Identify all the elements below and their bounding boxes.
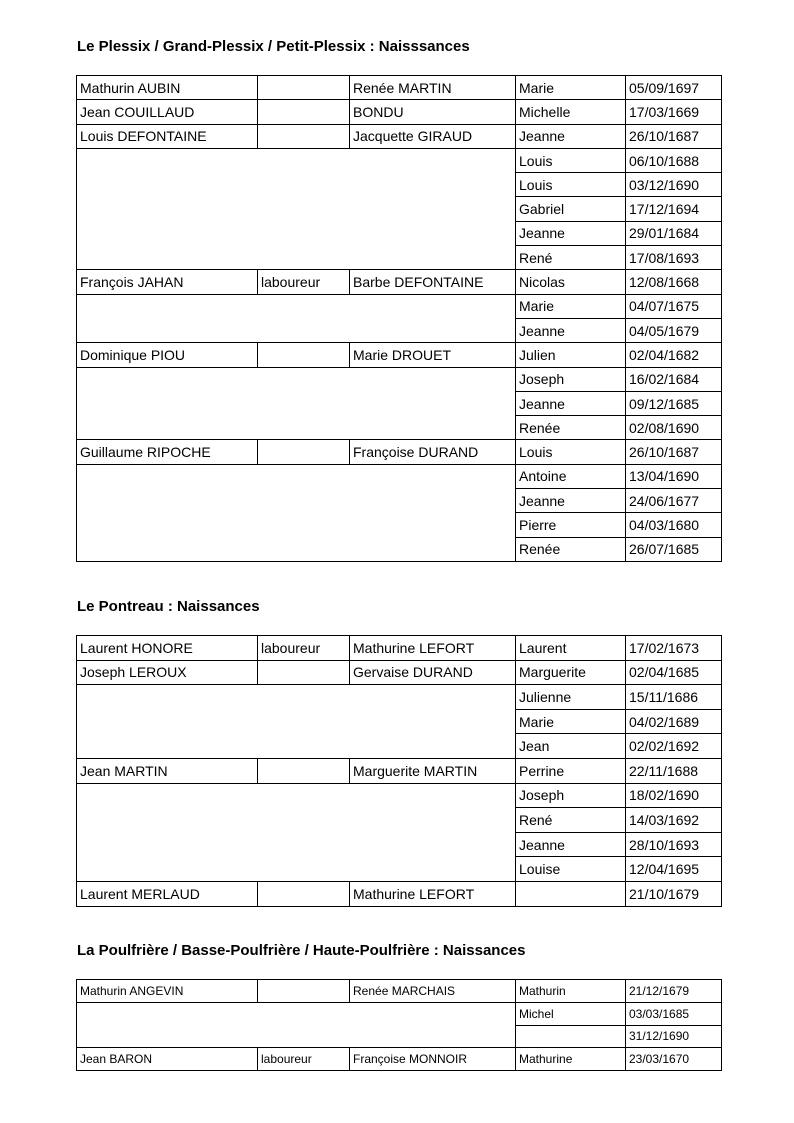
father-cell: Mathurin AUBIN	[77, 76, 258, 100]
date-cell: 04/05/1679	[626, 318, 722, 342]
child-cell: Mathurin	[516, 980, 626, 1003]
date-cell: 26/10/1687	[626, 440, 722, 464]
child-cell: Jeanne	[516, 489, 626, 513]
date-cell: 17/12/1694	[626, 197, 722, 221]
child-cell: Mathurine	[516, 1048, 626, 1071]
child-cell: Perrine	[516, 758, 626, 783]
child-cell: Michel	[516, 1002, 626, 1025]
occupation-cell	[258, 980, 350, 1003]
date-cell: 16/02/1684	[626, 367, 722, 391]
section-title-pontreau: Le Pontreau : Naissances	[77, 598, 260, 615]
date-cell: 18/02/1690	[626, 783, 722, 808]
father-cell: Laurent HONORE	[77, 636, 258, 661]
family-row	[77, 343, 722, 367]
blank-parents-cell	[77, 148, 516, 269]
child-cell: Jeanne	[516, 221, 626, 245]
child-row	[77, 1002, 722, 1025]
mother-cell: Françoise MONNOIR	[350, 1048, 516, 1071]
family-row	[77, 660, 722, 685]
mother-cell: Françoise DURAND	[350, 440, 516, 464]
child-cell: Louise	[516, 857, 626, 882]
father-cell: Joseph LEROUX	[77, 660, 258, 685]
family-row	[77, 124, 722, 148]
mother-cell: Marie DROUET	[350, 343, 516, 367]
occupation-cell: laboureur	[258, 270, 350, 294]
blank-parents-cell	[77, 1002, 516, 1048]
father-cell: Louis DEFONTAINE	[77, 124, 258, 148]
child-cell: Julien	[516, 343, 626, 367]
date-cell: 24/06/1677	[626, 489, 722, 513]
blank-parents-cell	[77, 783, 516, 881]
occupation-cell	[258, 124, 350, 148]
family-row	[77, 76, 722, 100]
date-cell: 15/11/1686	[626, 685, 722, 710]
child-cell: Julienne	[516, 685, 626, 710]
date-cell: 09/12/1685	[626, 391, 722, 415]
occupation-cell	[258, 660, 350, 685]
child-cell: Jeanne	[516, 832, 626, 857]
child-cell: Joseph	[516, 367, 626, 391]
child-cell: René	[516, 246, 626, 270]
child-cell: Louis	[516, 173, 626, 197]
date-cell: 05/09/1697	[626, 76, 722, 100]
date-cell: 12/08/1668	[626, 270, 722, 294]
child-cell: Jeanne	[516, 124, 626, 148]
mother-cell: Barbe DEFONTAINE	[350, 270, 516, 294]
date-cell: 02/04/1685	[626, 660, 722, 685]
child-cell: Marie	[516, 709, 626, 734]
child-cell: Nicolas	[516, 270, 626, 294]
child-cell: Michelle	[516, 100, 626, 124]
family-row	[77, 758, 722, 783]
section-title-poulfriere: La Poulfrière / Basse-Poulfrière / Haute-Poulfrière : Naissances	[77, 942, 526, 959]
father-cell: Laurent MERLAUD	[77, 881, 258, 906]
family-row	[77, 100, 722, 124]
occupation-cell	[258, 881, 350, 906]
child-cell: Gabriel	[516, 197, 626, 221]
child-row	[77, 367, 722, 391]
occupation-cell	[258, 76, 350, 100]
child-cell: Marie	[516, 294, 626, 318]
date-cell: 02/02/1692	[626, 734, 722, 759]
father-cell: Jean BARON	[77, 1048, 258, 1071]
father-cell: Jean MARTIN	[77, 758, 258, 783]
father-cell: Guillaume RIPOCHE	[77, 440, 258, 464]
date-cell: 04/07/1675	[626, 294, 722, 318]
child-cell: Jeanne	[516, 391, 626, 415]
date-cell: 13/04/1690	[626, 464, 722, 488]
occupation-cell	[258, 440, 350, 464]
date-cell: 29/01/1684	[626, 221, 722, 245]
occupation-cell: laboureur	[258, 636, 350, 661]
child-cell: Jeanne	[516, 318, 626, 342]
child-cell: Jean	[516, 734, 626, 759]
date-cell: 17/03/1669	[626, 100, 722, 124]
family-row	[77, 980, 722, 1003]
date-cell: 26/07/1685	[626, 537, 722, 561]
child-cell: Laurent	[516, 636, 626, 661]
date-cell: 02/08/1690	[626, 416, 722, 440]
date-cell: 31/12/1690	[626, 1025, 722, 1048]
section-title-plessix: Le Plessix / Grand-Plessix / Petit-Plessix : Naisssances	[77, 38, 470, 55]
occupation-cell: laboureur	[258, 1048, 350, 1071]
date-cell: 06/10/1688	[626, 148, 722, 172]
family-row	[77, 881, 722, 906]
blank-parents-cell	[77, 685, 516, 759]
mother-cell: Mathurine LEFORT	[350, 636, 516, 661]
child-cell: Louis	[516, 440, 626, 464]
mother-cell: Mathurine LEFORT	[350, 881, 516, 906]
family-row	[77, 1048, 722, 1071]
child-cell	[516, 881, 626, 906]
blank-parents-cell	[77, 294, 516, 343]
child-cell: Renée	[516, 416, 626, 440]
date-cell: 14/03/1692	[626, 808, 722, 833]
child-cell: Marguerite	[516, 660, 626, 685]
date-cell: 26/10/1687	[626, 124, 722, 148]
mother-cell: Renée MARCHAIS	[350, 980, 516, 1003]
child-cell: René	[516, 808, 626, 833]
date-cell: 03/03/1685	[626, 1002, 722, 1025]
births-table-plessix	[76, 75, 722, 562]
father-cell: Jean COUILLAUD	[77, 100, 258, 124]
date-cell: 04/03/1680	[626, 513, 722, 537]
child-cell: Antoine	[516, 464, 626, 488]
date-cell: 04/02/1689	[626, 709, 722, 734]
family-row	[77, 440, 722, 464]
date-cell: 21/12/1679	[626, 980, 722, 1003]
date-cell: 17/08/1693	[626, 246, 722, 270]
child-cell: Pierre	[516, 513, 626, 537]
child-row	[77, 464, 722, 488]
date-cell: 17/02/1673	[626, 636, 722, 661]
father-cell: Dominique PIOU	[77, 343, 258, 367]
child-row	[77, 294, 722, 318]
mother-cell: Gervaise DURAND	[350, 660, 516, 685]
mother-cell: Marguerite MARTIN	[350, 758, 516, 783]
occupation-cell	[258, 100, 350, 124]
child-cell: Joseph	[516, 783, 626, 808]
date-cell: 28/10/1693	[626, 832, 722, 857]
father-cell: François JAHAN	[77, 270, 258, 294]
blank-parents-cell	[77, 367, 516, 440]
family-row	[77, 270, 722, 294]
date-cell: 22/11/1688	[626, 758, 722, 783]
date-cell: 02/04/1682	[626, 343, 722, 367]
occupation-cell	[258, 758, 350, 783]
date-cell: 21/10/1679	[626, 881, 722, 906]
child-cell: Louis	[516, 148, 626, 172]
mother-cell: BONDU	[350, 100, 516, 124]
child-cell: Marie	[516, 76, 626, 100]
date-cell: 23/03/1670	[626, 1048, 722, 1071]
child-row	[77, 148, 722, 172]
occupation-cell	[258, 343, 350, 367]
child-row	[77, 685, 722, 710]
child-cell: Renée	[516, 537, 626, 561]
births-table-poulfriere	[76, 979, 722, 1071]
mother-cell: Jacquette GIRAUD	[350, 124, 516, 148]
blank-parents-cell	[77, 464, 516, 561]
mother-cell: Renée MARTIN	[350, 76, 516, 100]
father-cell: Mathurin ANGEVIN	[77, 980, 258, 1003]
births-table-pontreau	[76, 635, 722, 907]
child-cell	[516, 1025, 626, 1048]
date-cell: 12/04/1695	[626, 857, 722, 882]
family-row	[77, 636, 722, 661]
date-cell: 03/12/1690	[626, 173, 722, 197]
child-row	[77, 783, 722, 808]
